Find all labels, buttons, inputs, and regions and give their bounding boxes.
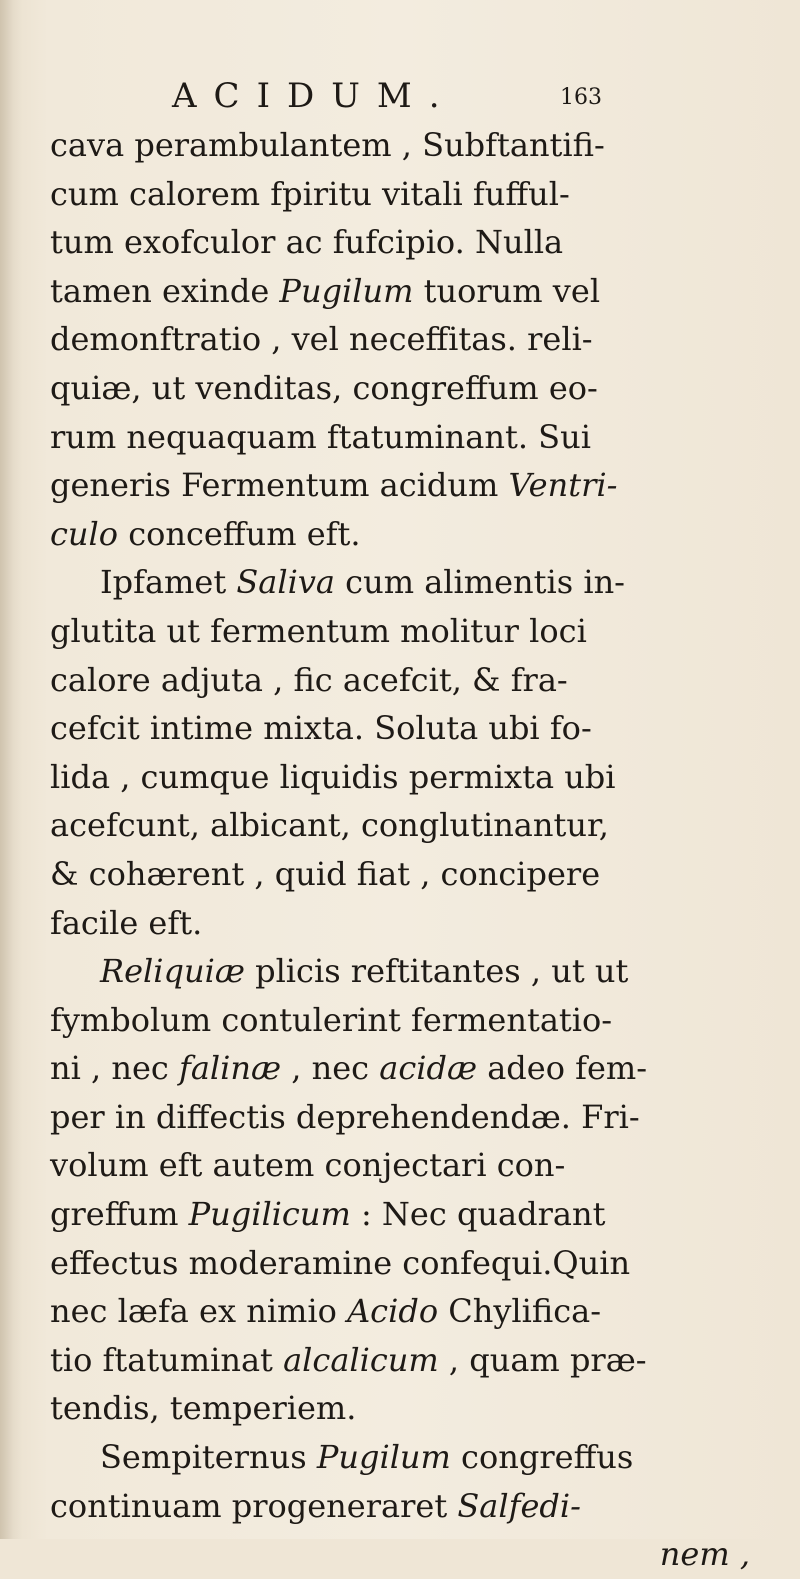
running-head: ACIDUM. [172,76,457,116]
italic-word: Pugilum [279,271,414,310]
text-line [50,121,780,170]
text-line [50,1287,780,1336]
body-text [50,121,780,1579]
italic-word: alcalicum [283,1340,439,1379]
text-run: congreffus [450,1438,634,1477]
italic-word: Acido [347,1292,439,1331]
text-run: glutita ut fermentum molitur loci [50,611,587,650]
text-run: plicis reftitantes , ut ut [244,952,629,991]
text-run: cava perambulantem , Subftantifi- [50,126,605,164]
text-line [50,413,780,462]
text-run: greffum [50,1195,189,1234]
text-line [50,1044,780,1093]
italic-word: Reliquiæ [100,952,245,991]
text-line [50,267,780,316]
text-line [50,704,780,753]
text-run: lida , cumque liquidis permixta ubi [50,757,616,796]
text-run: nec læfa ex nimio [50,1292,348,1331]
text-run: Ipfamet [100,563,237,602]
text-line [50,558,780,607]
text-line [50,218,780,267]
text-line [50,850,780,899]
text-run: continuam progeneraret [50,1486,458,1525]
italic-word: culo [50,514,119,553]
text-run: rum nequaquam ftatuminant. Sui [50,417,591,456]
text-line [50,510,780,559]
italic-word: Saliva [236,563,335,602]
text-line [50,1190,780,1239]
text-run: cum alimentis in- [334,563,625,602]
text-run: acefcunt, albicant, conglutinantur, [50,806,609,845]
text-run: Sempiternus [100,1438,317,1477]
text-run: per in diffectis deprehendendæ. Fri- [50,1097,640,1136]
page-header [172,74,772,118]
text-line [50,1336,780,1385]
text-line [50,315,780,364]
text-line [50,1482,780,1531]
gutter-shadow [0,0,22,1539]
text-run: , quam præ- [438,1340,647,1379]
text-run: volum eft autem conjectari con- [50,1146,566,1185]
text-run: cefcit intime mixta. Soluta ubi fo- [50,709,592,748]
text-line [50,461,780,510]
text-line [50,656,780,705]
text-line [50,1433,780,1482]
text-line [50,899,780,948]
italic-word: acidæ [379,1049,478,1088]
catchword: nem , [659,1535,750,1574]
italic-word: Pugilum [316,1438,451,1477]
text-run: adeo fem- [477,1049,648,1088]
text-line [50,170,780,219]
text-run: : Nec quadrant [350,1195,606,1234]
text-run: ni , nec [50,1049,179,1088]
text-run: effectus moderamine confequi.Quin [50,1243,631,1282]
text-line [50,947,780,996]
italic-word: falinæ [179,1049,282,1088]
text-line [50,1093,780,1142]
text-run: conceffum eft. [118,514,361,553]
text-line [50,1239,780,1288]
text-run: calore adjuta , fic acefcit, & fra- [50,660,568,699]
text-run: quiæ, ut venditas, congreffum eo- [50,368,598,407]
text-line [50,1141,780,1190]
text-run: facile eft. [50,903,203,942]
text-run: tum exofculor ac fufcipio. Nulla [50,223,564,262]
text-run: demonftratio , vel neceffitas. reli- [50,320,593,359]
page-number: 163 [560,85,602,110]
text-line [50,364,780,413]
text-run: tendis, temperiem. [50,1389,357,1428]
text-line [50,801,780,850]
text-run: , nec [281,1049,380,1088]
text-run: tuorum vel [413,271,601,310]
text-run: & cohærent , quid fiat , concipere [50,854,601,893]
text-run: cum calorem fpiritu vitali fufful- [50,174,570,213]
text-run: Chylifica- [438,1292,602,1331]
text-line [50,607,780,656]
italic-word: Pugilicum [188,1195,351,1234]
text-line [50,1384,780,1433]
italic-word: Ventri- [508,466,618,505]
text-line [50,996,780,1045]
text-run: fymbolum contulerint fermentatio- [50,1000,613,1039]
italic-word: Salfedi- [457,1486,581,1525]
text-line [50,753,780,802]
text-run: tamen exinde [50,271,280,310]
text-run: tio ftatuminat [50,1340,284,1379]
text-run: generis Fermentum acidum [50,466,509,505]
